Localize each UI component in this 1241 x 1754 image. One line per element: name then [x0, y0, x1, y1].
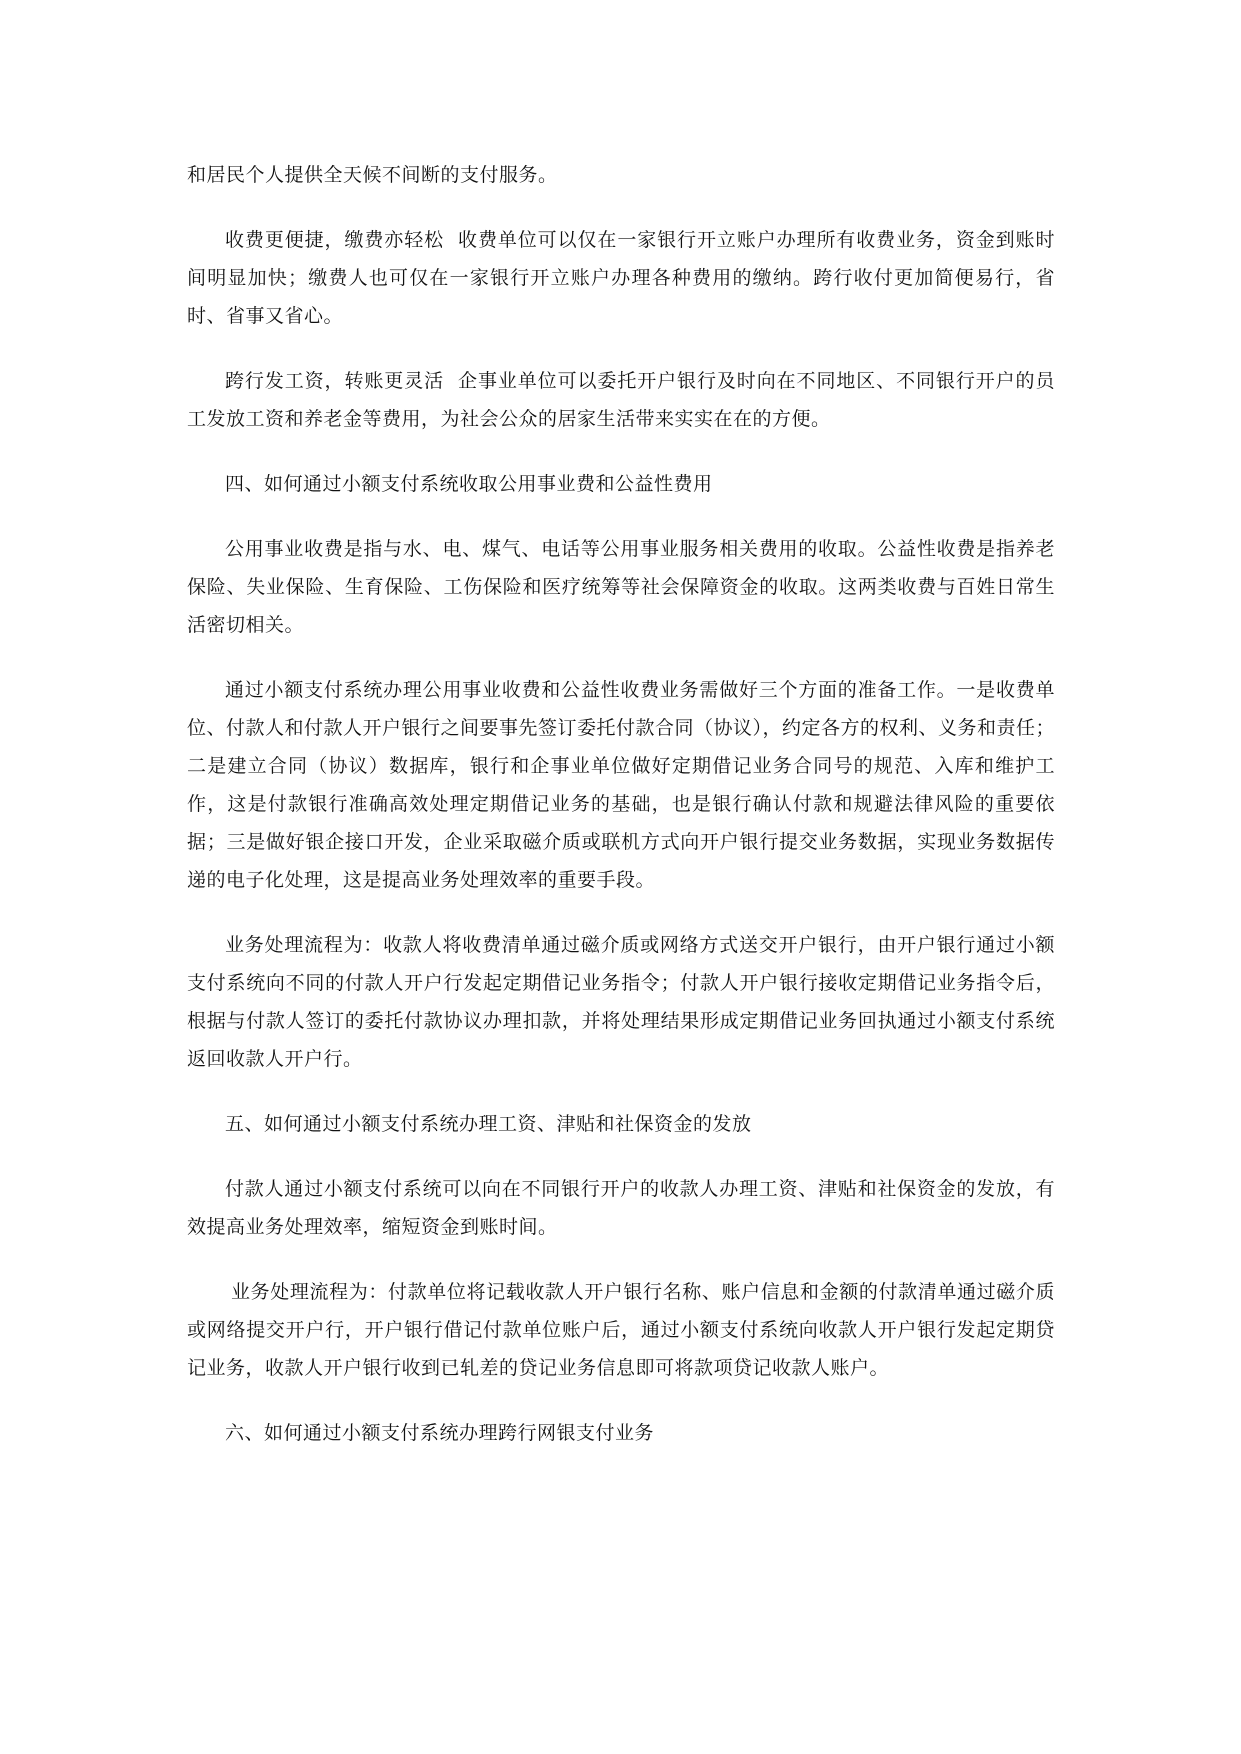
- paragraph-lead: 收费更便捷，缴费亦轻松: [225, 229, 445, 251]
- heading-text: 四、如何通过小额支付系统收取公用事业费和公益性费用: [225, 473, 713, 495]
- section-heading-6: [187, 1414, 1055, 1452]
- paragraph-public-utility-definition: [187, 530, 1055, 644]
- paragraph-text: 业务处理流程为：付款单位将记载收款人开户银行名称、账户信息和金额的付款清单通过磁介质或网络提交开户行，开户银行借记付款单位账户后，通过小额支付系统向收款人开户银行发起定期贷记业务，收款人开户银行收到已轧差的贷记业务信息即可将款项贷记收款人账户。: [187, 1281, 1055, 1379]
- paragraph-process-credit: [187, 1273, 1055, 1387]
- paragraph-payroll: [187, 1170, 1055, 1246]
- paragraph-lead: 跨行发工资，转账更灵活: [225, 370, 445, 392]
- paragraph-text: 和居民个人提供全天候不间断的支付服务。: [187, 164, 558, 186]
- paragraph-text: 企事业单位可以委托开户银行及时向在不同地区、不同银行开户的员工发放工资和养老金等费用，为社会公众的居家生活带来实实在在的方便。: [187, 370, 1055, 430]
- paragraph-text: 付款人通过小额支付系统可以向在不同银行开户的收款人办理工资、津贴和社保资金的发放，有效提高业务处理效率，缩短资金到账时间。: [187, 1178, 1055, 1238]
- section-heading-4: [187, 465, 1055, 503]
- paragraph-text: 公用事业收费是指与水、电、煤气、电话等公用事业服务相关费用的收取。公益性收费是指养老保险、失业保险、生育保险、工伤保险和医疗统筹等社会保障资金的收取。这两类收费与百姓日常生活密切相关。: [187, 538, 1055, 636]
- paragraph-text: 业务处理流程为：收款人将收费清单通过磁介质或网络方式送交开户银行，由开户银行通过小额支付系统向不同的付款人开户行发起定期借记业务指令；付款人开户银行接收定期借记业务指令后，根据与付款人签订的委托付款协议办理扣款，并将处理结果形成定期借记业务回执通过小额支付系统返回收款人开户行。: [187, 934, 1055, 1070]
- heading-text: 六、如何通过小额支付系统办理跨行网银支付业务: [225, 1422, 655, 1444]
- paragraph-preparation-work: [187, 671, 1055, 899]
- paragraph-text: 通过小额支付系统办理公用事业收费和公益性收费业务需做好三个方面的准备工作。一是收费单位、付款人和付款人开户银行之间要事先签订委托付款合同（协议），约定各方的权利、义务和责任；二是建立合同（协议）数据库，银行和企事业单位做好定期借记业务合同号的规范、入库和维护工作，这是付款银行准确高效处理定期借记业务的基础，也是银行确认付款和规避法律风险的重要依据；三是做好银企接口开发，企业采取磁介质或联机方式向开户银行提交业务数据，实现业务数据传递的电子化处理，这是提高业务处理效率的重要手段。: [187, 679, 1056, 891]
- document-body: [187, 156, 1055, 1479]
- paragraph-convenient-fees: [187, 221, 1055, 335]
- paragraph-continuation: [187, 156, 1055, 194]
- paragraph-interbank-salary: [187, 362, 1055, 438]
- paragraph-text: 收费单位可以仅在一家银行开立账户办理所有收费业务，资金到账时间明显加快；缴费人也可仅在一家银行开立账户办理各种费用的缴纳。跨行收付更加简便易行，省时、省事又省心。: [187, 229, 1055, 327]
- section-heading-5: [187, 1105, 1055, 1143]
- paragraph-process-debit: [187, 926, 1055, 1078]
- heading-text: 五、如何通过小额支付系统办理工资、津贴和社保资金的发放: [225, 1113, 752, 1135]
